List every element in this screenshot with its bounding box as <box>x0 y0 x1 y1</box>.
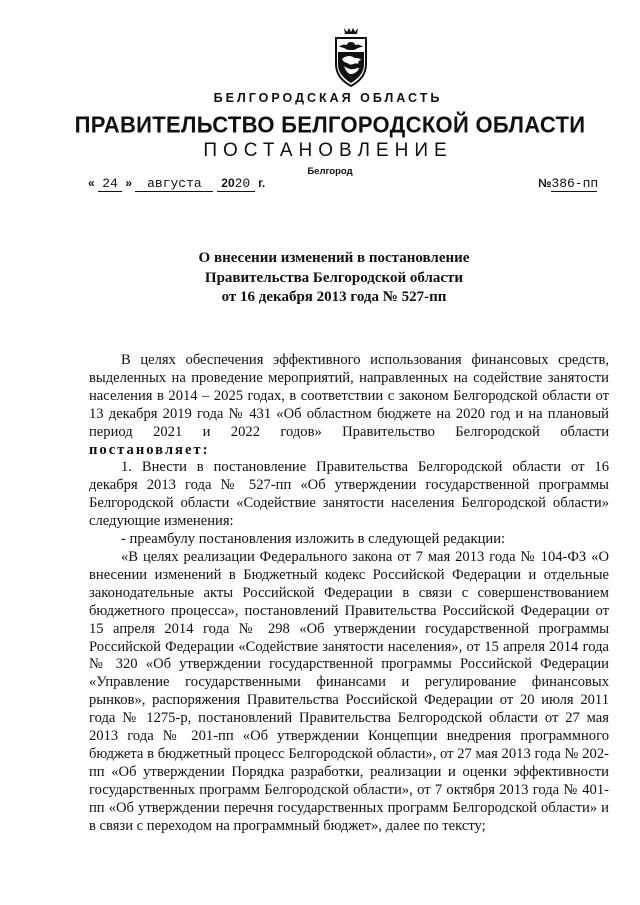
body-paragraph: «В целях реализации Федерального закона от 7 мая 2013 года № 104-ФЗ «О внесении изменений в Бюджетный кодекс Российской Федерации и отдельные законодательные акты Российской Федерации в связи с совершенствованием бюджетного процесса», постановлений Правительства Российской Федерации от 15 апреля 2014 года № 298 «Об утверждении государственной программы Российской Федерации «Содействие занятости населения», от 15 апреля 2014 года № 320 «Об утверждении государственной программы Российской Федерации «Управление государственными финансами и регулирование финансовых рынков», распоряжения Правительства Российской Федерации от 20 июля 2011 года № 1275-р, постановлений Правительства Белгородской области от 27 мая 2013 года № 201-пп «Об утверждении Концепции внедрения программного бюджета в бюджетный процесс Белгородской области», от 27 мая 2013 года № 202-пп «Об утверждении Порядка разработки, реализации и оценки эффективности государственных программ Белгородской области», от 7 октября 2013 года № 401-пп «Об утверждении перечня государственных программ Белгородской области» и в связи с переходом на программный бюджет», далее по тексту; <box>89 548 609 834</box>
paragraph-text: В целях обеспечения эффективного использования финансовых средств, выделенных на проведение мероприятий, направленных на содействие занятости населения в 2014 – 2025 годах, в соответствии с законом Белгородской области от 13 декабря 2019 года № 431 «Об областном бюджете на 2020 год и на плановый период 2021 и 2022 годов» Правительство Белгородской области <box>89 352 609 440</box>
date-year-prefix: 20 <box>221 176 235 190</box>
resolves-word: постановляет: <box>89 441 210 458</box>
body-paragraph <box>89 352 609 459</box>
title-line: О внесении изменений в постановление <box>198 250 470 266</box>
body-paragraph: - преамбулу постановления изложить в следующей редакции: <box>121 531 506 548</box>
city-name: Белгород <box>307 166 353 177</box>
date-year-suffix: 20 <box>234 176 251 191</box>
number-prefix: № <box>538 176 552 190</box>
date-month: августа <box>135 176 213 192</box>
region-name: БЕЛГОРОДСКАЯ ОБЛАСТЬ <box>213 91 443 105</box>
document-title <box>14 249 640 308</box>
date-close-quote: » <box>125 176 133 190</box>
date-open-quote: « <box>88 176 95 190</box>
decree-date <box>88 176 265 192</box>
date-day: 24 <box>98 176 122 192</box>
number-value: 386-пп <box>551 176 599 191</box>
decree-number <box>538 176 597 192</box>
title-line: Правительства Белгородской области <box>204 269 464 286</box>
document-body <box>89 352 609 835</box>
title-line: от 16 декабря 2013 года № 527-пп <box>221 289 447 305</box>
coat-of-arms-icon <box>332 26 370 88</box>
government-name: ПРАВИТЕЛЬСТВО БЕЛГОРОДСКОЙ ОБЛАСТИ <box>74 111 586 138</box>
document-type: ПОСТАНОВЛЕНИЕ <box>203 140 453 161</box>
body-paragraph: 1. Внести в постановление Правительства Белгородской области от 16 декабря 2013 года № 527-пп «Об утверждении государственной программы Белгородской области «Содействие занятости населения Белгородской области» следующие изменения: <box>89 459 609 530</box>
date-year-mark: г. <box>258 176 266 190</box>
